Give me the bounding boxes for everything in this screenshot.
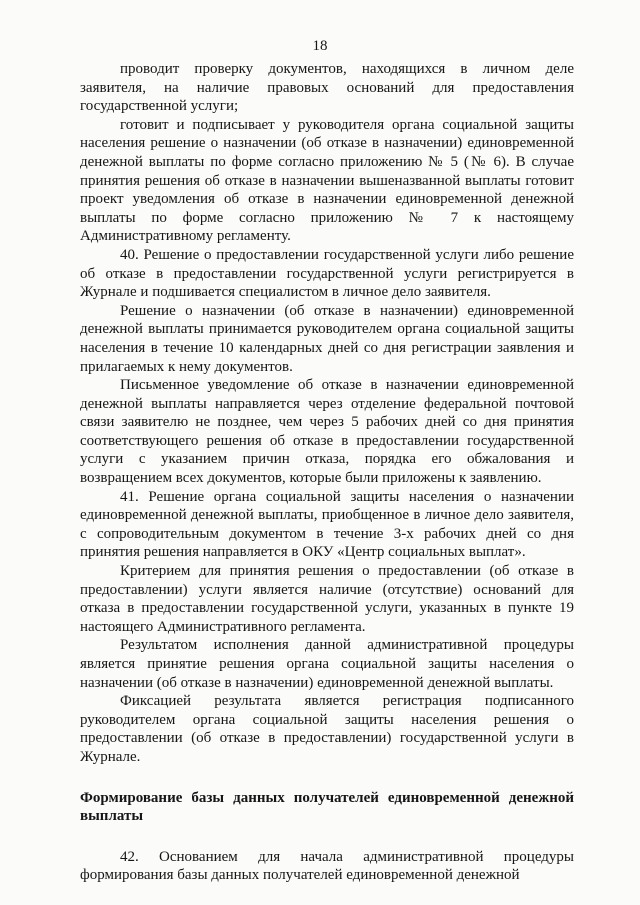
paragraph-41-decision-transfer: 41. Решение органа социальной защиты населения о назначении единовременной денежной выплаты, приобщенное в личное дело заявителя, с сопроводительным документом в течение 3-х рабочих дней со дня принятия решения направляется в ОКУ «Центр социальных выплат». xyxy=(80,488,574,561)
document-body xyxy=(80,60,574,885)
paragraph-decision-term: Решение о назначении (об отказе в назначении) единовременной денежной выплаты принимается руководителем органа социальной защиты населения в течение 10 календарных дней со дня регистрации заявления и прилагаемых к нему документов. xyxy=(80,302,574,375)
paragraph-refusal-notice: Письменное уведомление об отказе в назначении единовременной денежной выплаты направляется через отделение федеральной почтовой связи заявителю не позднее, чем через 5 рабочих дней со дня принятия соответствующего решения об отказе в предоставлении государственной услуги с указанием причин отказа, порядка его обжалования и возвращением всех документов, которые были приложены к заявлению. xyxy=(80,377,574,487)
section-heading: Формирование базы данных получателей единовременной денежной выплаты xyxy=(80,789,574,825)
paragraph-result: Результатом исполнения данной административной процедуры является принятие решения органа социальной защиты населения о назначении (об отказе в назначении) единовременной денежной выплаты. xyxy=(80,637,574,691)
paragraph-check-documents: проводит проверку документов, находящихся в личном деле заявителя, на наличие правовых оснований для предоставления государственной услуги; xyxy=(80,61,574,115)
page-number: 18 xyxy=(312,38,328,54)
paragraph-fixation: Фиксацией результата является регистрация подписанного руководителем органа социальной защиты населения решения о предоставлении (об отказе в предоставлении) государственной услуги в Журнале. xyxy=(80,693,574,765)
paragraph-42-basis: 42. Основанием для начала административной процедуры формирования базы данных получателей единовременной денежной xyxy=(80,848,574,884)
paragraph-40-registration: 40. Решение о предоставлении государственной услуги либо решение об отказе в предоставлении государственной услуги регистрируется в Журнале и подшивается специалистом в личное дело заявителя. xyxy=(80,246,574,301)
paragraph-criterion: Критерием для принятия решения о предоставлении (об отказе в предоставлении) услуги является наличие (отсутствие) оснований для отказа в предоставлении государственной услуги, указанных в пункте 19 настоящего Административного регламента. xyxy=(80,563,574,635)
paragraph-prepare-decision: готовит и подписывает у руководителя органа социальной защиты населения решение о назначении (об отказе в назначении) единовременной денежной выплаты по форме согласно приложению № 5 (№ 6). В случае принятия решения об отказе в назначении вышеназванной выплаты готовит проект уведомления об отказе в назначении единовременной денежной выплаты по форме согласно приложению № 7 к настоящему Административному регламенту. xyxy=(80,116,574,245)
